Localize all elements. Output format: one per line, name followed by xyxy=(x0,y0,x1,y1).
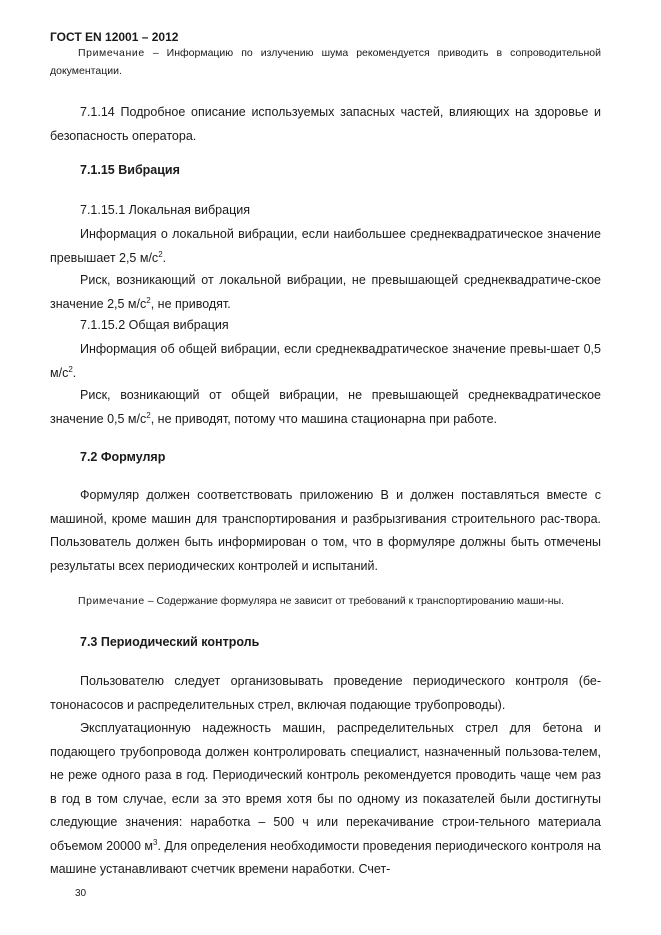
note-label: Примечание xyxy=(78,47,145,59)
subheading-7-1-15-2: 7.1.15.2 Общая вибрация xyxy=(80,318,229,332)
note-label: Примечание xyxy=(78,595,145,607)
page-number: 30 xyxy=(75,888,87,899)
paragraph-periodic-2: Эксплуатационную надежность машин, распределительных стрел для бетона и подающего трубопровода должен контролировать специалист, назначенный пользова-телем, не реже одного раза в год. Периодический контроль рекомендуется проводить чаще чем раз в год в том случае, если за это время хотя бы по одному из показателей были достигнуты следующие значения: наработка – 500 ч или перекачивание строи-тельного материала объемом 20000 $м^3$. Для определения необходимости проведения периодического контроля на машине устанавливают счетчик времени наработки. Счет- xyxy=(50,721,601,876)
paragraph-general-vibration-risk: Риск, возникающий от общей вибрации, не превышающей среднеквадратическое значение 0,5 $м/с^2$, не приводят, потому что машина стационарна при работе. xyxy=(50,388,601,426)
note-form xyxy=(50,592,601,610)
paragraph-local-vibration-risk: Риск, возникающий от локальной вибрации, не превышающей среднеквадратиче-ское значение 2,5 $м/с^2$, не приводят. xyxy=(50,273,601,311)
note-text: – Содержание формуляра не зависит от требований к транспортированию маши-ны. xyxy=(144,595,565,607)
heading-7-2: 7.2 Формуляр xyxy=(80,450,166,464)
note-noise xyxy=(50,44,601,80)
subheading-7-1-15-1: 7.1.15.1 Локальная вибрация xyxy=(80,203,251,217)
document-header: ГОСТ EN 12001 – 2012 xyxy=(50,30,179,44)
paragraph-periodic-1: Пользователю следует организовывать проведение периодического контроля (бе-тононасосов и распределительных стрел, включая подающие трубопроводы). xyxy=(50,674,601,712)
heading-7-1-15: 7.1.15 Вибрация xyxy=(80,163,180,177)
note-text: – Информацию по излучению шума рекомендуется приводить в сопроводительной документации. xyxy=(50,47,601,77)
paragraph-local-vibration-info: Информация о локальной вибрации, если наибольшее среднеквадратическое значение превышает 2,5 $м/с^2$. xyxy=(50,227,601,265)
paragraph-7-1-14: 7.1.14 Подробное описание используемых запасных частей, влияющих на здоровье и безопасность оператора. xyxy=(50,105,601,143)
paragraph-general-vibration-info: Информация об общей вибрации, если среднеквадратическое значение превы-шает 0,5 $м/с^2$. xyxy=(50,342,601,380)
paragraph-form: Формуляр должен соответствовать приложению В и должен поставляться вместе с машиной, кроме машин для транспортирования и разбрызгивания строительного рас-твора. Пользователь должен быть информирован о том, что в формуляре должны быть отмечены результаты всех периодических контролей и испытаний. xyxy=(50,488,601,573)
heading-7-3: 7.3 Периодический контроль xyxy=(80,635,260,649)
